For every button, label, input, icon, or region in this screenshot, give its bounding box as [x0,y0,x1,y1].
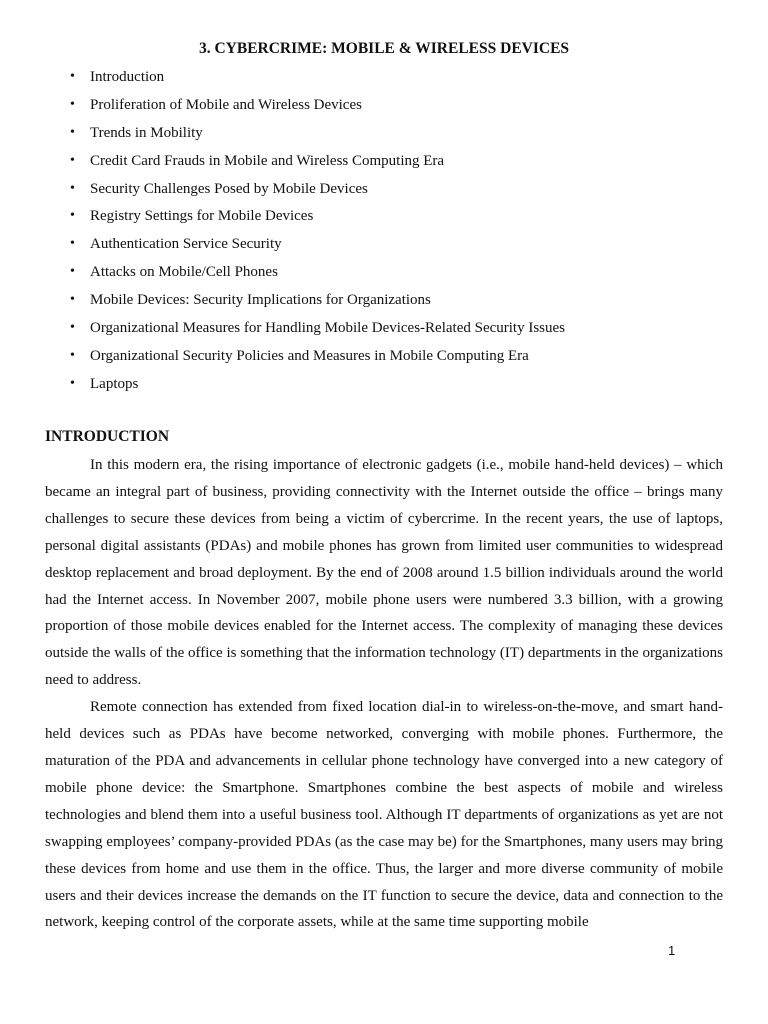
list-item [70,289,565,317]
bullet-icon: • [70,152,75,168]
bullet-icon: • [70,264,75,280]
list-item-text: Authentication Service Security [90,236,282,253]
list-item [70,345,565,373]
list-item [70,261,565,289]
list-item-text: Introduction [90,69,165,85]
list-item [70,317,565,345]
list-item [70,178,565,206]
bullet-icon: • [70,69,75,84]
list-item [70,205,565,233]
list-item-text: Organizational Measures for Handling Mobile Devices-Related Security Issues [90,320,566,337]
bullet-icon: • [70,208,75,224]
list-item-text: Registry Settings for Mobile Devices [90,208,314,225]
paragraph: Remote connection has extended from fixed location dial-in to wireless-on-the-move, and smart hand-held devices such as PDAs have become networked, converging with mobile phones. Furthermore, the maturation of the PDA and advancements in cellular phone technology have converged into a new category of mobile phone device: the Smartphone. Smartphones combine the best aspects of mobile and wireless technologies and blend them into a useful business tool. Although IT departments of organizations as yet are not swapping employees’ company-provided PDAs (as the case may be) for the Smartphones, many users may bring these devices from home and use them in the office. Thus, the larger and more diverse community of mobile users and their devices increase the demands on the IT function to secure the device, data and connection to the network, keeping control of the corporate assets, while at the same time supporting mobile [45,699,723,931]
paragraph: In this modern era, the rising importance of electronic gadgets (i.e., mobile hand-held devices) – which became an integral part of business, providing connectivity with the Internet outside the office – brings many challenges to secure these devices from being a victim of cybercrime. In the recent years, the use of laptops, personal digital assistants (PDAs) and mobile phones has grown from limited user communities to widespread desktop replacement and broad deployment. By the end of 2008 around 1.5 billion individuals around the world had the Internet access. In November 2007, mobile phone users were numbered 3.3 billion, with a growing proportion of those mobile devices enabled for the Internet access. The complexity of managing these devices outside the walls of the office is something that the information technology (IT) departments in the organizations need to address. [45,457,723,689]
list-item [70,122,565,150]
list-item-text: Credit Card Frauds in Mobile and Wireless Computing Era [90,152,445,169]
list-item [70,233,565,261]
list-item-text: Attacks on Mobile/Cell Phones [90,264,278,281]
bullet-icon: • [70,375,75,391]
page-number: 1 [668,943,676,958]
list-item-text: Security Challenges Posed by Mobile Devices [90,180,368,197]
list-item-text: Laptops [90,375,139,392]
body-text [45,452,723,936]
bullet-icon: • [70,180,75,196]
list-item [70,373,565,401]
list-item-text: Mobile Devices: Security Implications for Organizations [90,292,431,309]
bullet-icon: • [70,320,75,336]
bullet-icon: • [70,96,75,112]
bullet-icon: • [70,292,75,308]
list-item-text: Organizational Security Policies and Measures in Mobile Computing Era [90,347,529,364]
list-item [70,150,565,178]
bullet-icon: • [70,236,75,252]
list-item-text: Proliferation of Mobile and Wireless Devices [90,96,362,113]
page-title: 3. CYBERCRIME: MOBILE & WIRELESS DEVICES [198,40,570,57]
list-item-text: Trends in Mobility [90,124,203,141]
bullet-icon: • [70,124,75,140]
contents-list [70,66,565,401]
list-item [70,66,565,94]
list-item [70,94,565,122]
section-heading: INTRODUCTION [45,428,170,445]
bullet-icon: • [70,347,75,363]
